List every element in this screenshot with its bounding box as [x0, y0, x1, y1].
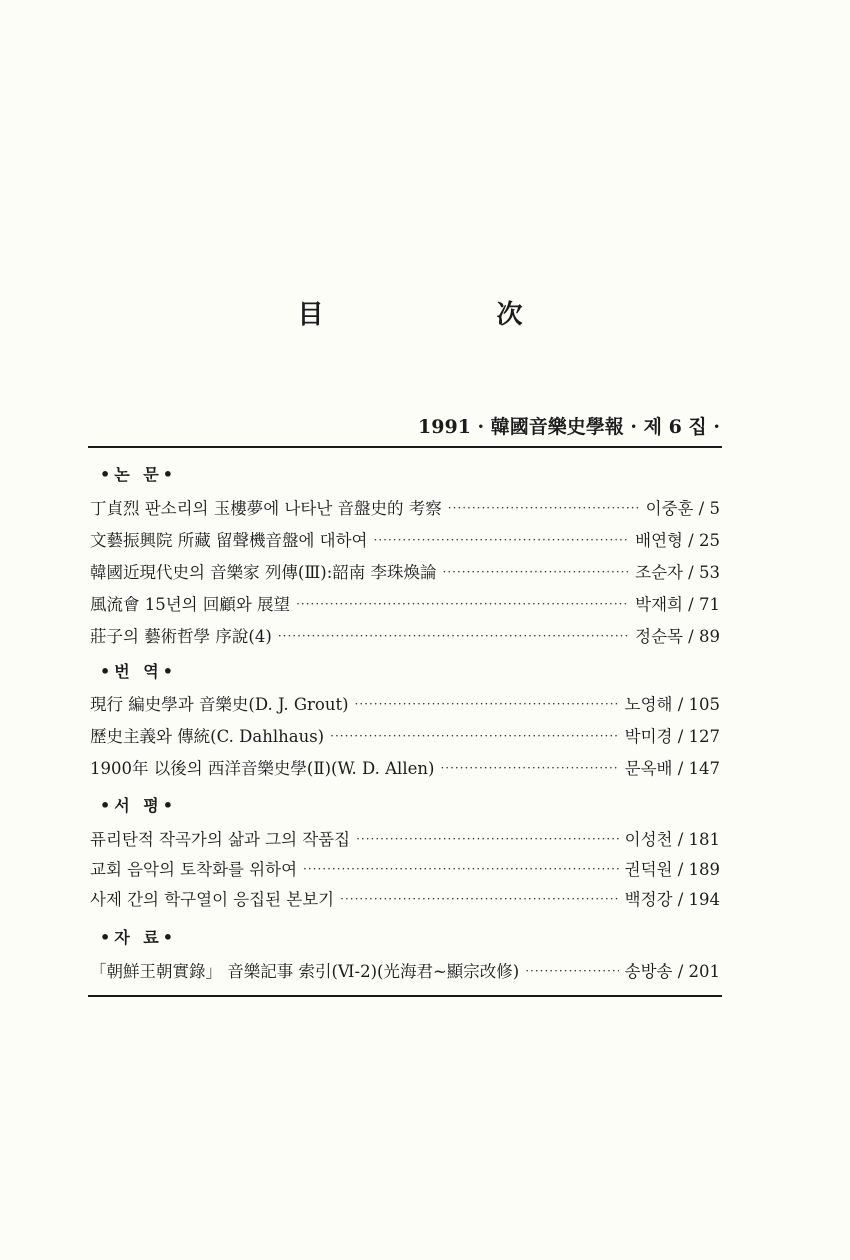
entry-title: 歷史主義와 傳統(C. Dahlhaus) — [90, 727, 325, 746]
leader-dots — [330, 729, 619, 743]
section-heading-papers: •논 문• — [100, 465, 177, 484]
toc-entry — [90, 826, 720, 852]
entry-title: 「朝鮮王朝實錄」 音樂記事 索引(Ⅵ-2)(光海君~顯宗改修) — [90, 962, 520, 981]
entry-author-page: 노영해 / 105 — [624, 695, 720, 714]
toc-entry — [90, 723, 720, 749]
entry-author-page: 권덕원 / 189 — [624, 860, 720, 879]
leader-dots — [525, 964, 618, 978]
entry-title: 丁貞烈 판소리의 玉樓夢에 나타난 音盤史的 考察 — [90, 499, 442, 518]
toc-entry — [90, 691, 720, 717]
toc-entry — [90, 527, 720, 553]
toc-entry — [90, 591, 720, 617]
entry-author-page: 백정강 / 194 — [624, 890, 720, 909]
entry-author-page: 박재희 / 71 — [635, 595, 720, 614]
toc-entry — [90, 886, 720, 912]
section-heading-translations: •번 역• — [100, 662, 177, 681]
entry-title: 韓國近現代史의 音樂家 列傳(Ⅲ):韶南 李珠煥論 — [90, 563, 437, 582]
entry-author-page: 배연형 / 25 — [635, 531, 720, 550]
toc-entry — [90, 559, 720, 585]
leader-dots — [356, 832, 619, 846]
leader-dots — [443, 565, 630, 579]
entry-author-page: 문옥배 / 147 — [624, 759, 720, 778]
toc-entry — [90, 958, 720, 984]
toc-entry — [90, 495, 720, 521]
leader-dots — [303, 862, 619, 876]
section-heading-materials: •자 료• — [100, 928, 177, 947]
entry-author-page: 박미경 / 127 — [624, 727, 720, 746]
entry-title: 퓨리탄적 작곡가의 삶과 그의 작품집 — [90, 830, 351, 849]
leader-dots — [374, 533, 630, 547]
toc-entry — [90, 623, 720, 649]
entry-author-page: 이중훈 / 5 — [645, 499, 720, 518]
section-heading-reviews: •서 평• — [100, 796, 177, 815]
toc-entry — [90, 856, 720, 882]
leader-dots — [340, 892, 619, 906]
leader-dots — [355, 697, 619, 711]
entry-title: 사제 간의 학구열이 응집된 본보기 — [90, 890, 335, 909]
entry-title: 風流會 15년의 回顧와 展望 — [90, 595, 291, 614]
journal-issue-line: 1991 · 韓國音樂史學報 · 제 6 집 · — [418, 416, 720, 438]
leader-dots — [440, 761, 618, 775]
entry-author-page: 정순목 / 89 — [635, 627, 720, 646]
entry-title: 莊子의 藝術哲學 序說(4) — [90, 627, 272, 646]
toc-entry — [90, 755, 720, 781]
leader-dots — [296, 597, 629, 611]
page-title: 目 次 — [297, 300, 605, 330]
top-rule — [88, 446, 722, 448]
entry-title: 文藝振興院 所藏 留聲機音盤에 대하여 — [90, 531, 368, 550]
leader-dots — [278, 629, 629, 643]
entry-title: 現行 編史學과 音樂史(D. J. Grout) — [90, 695, 349, 714]
bottom-rule — [88, 995, 722, 997]
entry-author-page: 조순자 / 53 — [635, 563, 720, 582]
entry-title: 1900年 以後의 西洋音樂史學(Ⅱ)(W. D. Allen) — [90, 759, 435, 778]
leader-dots — [448, 501, 640, 515]
entry-title: 교회 음악의 토착화를 위하여 — [90, 860, 298, 879]
entry-author-page: 송방송 / 201 — [624, 962, 720, 981]
entry-author-page: 이성천 / 181 — [624, 830, 720, 849]
